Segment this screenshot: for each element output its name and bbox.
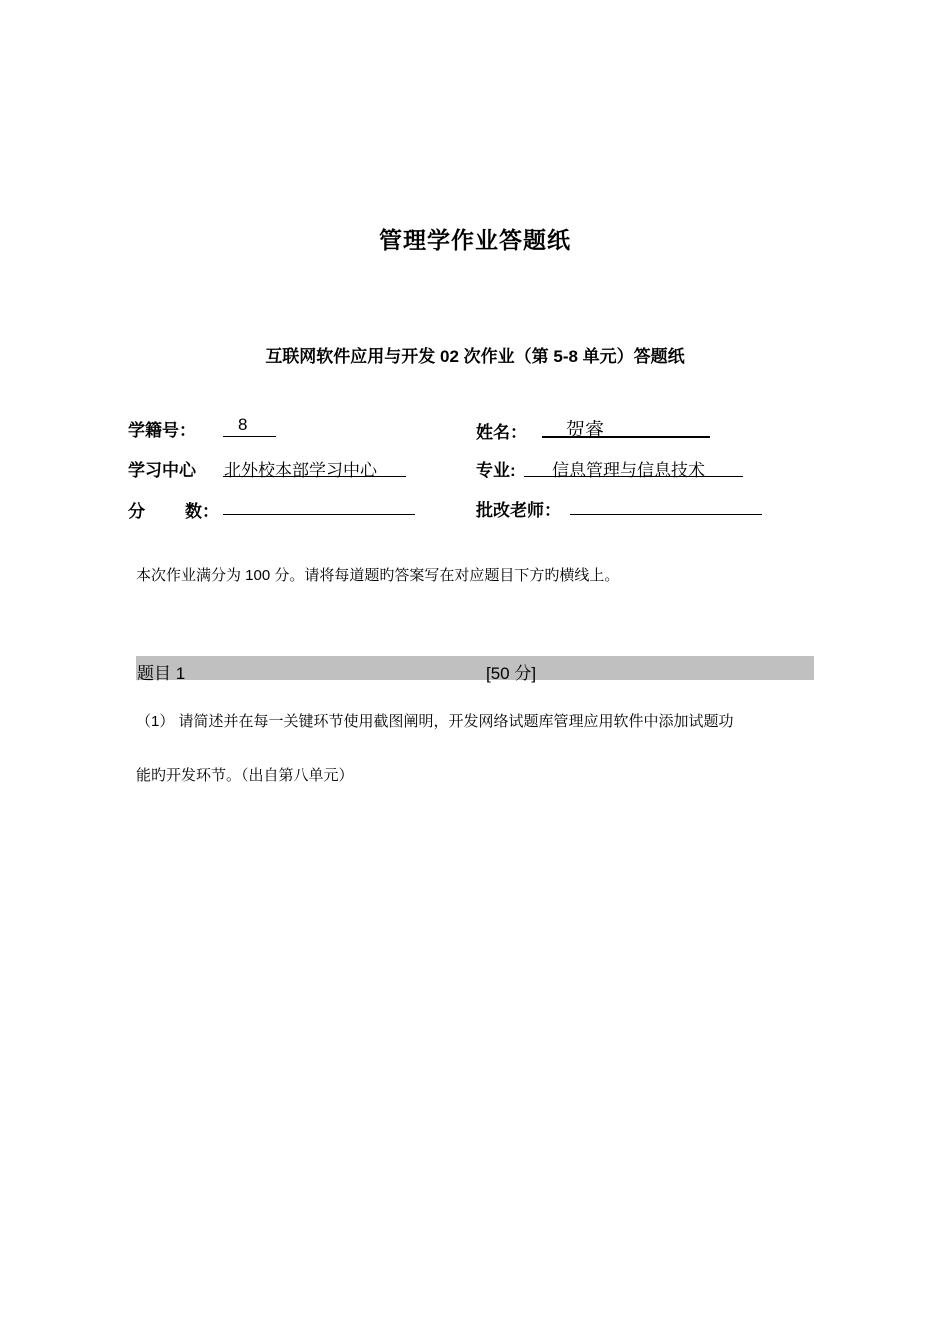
- name-underline: [542, 436, 710, 438]
- score-label-first: 分: [128, 502, 145, 521]
- teacher-label: 批改老师：: [476, 501, 561, 520]
- question-text-line1: （1） 请简述并在每一关键环节使用截图阐明，开发网络试题库管理应用软件中添加试题功: [136, 713, 734, 730]
- student-id-underline: [223, 436, 276, 437]
- major-value: 信息管理与信息技术: [552, 461, 705, 480]
- name-value: 贺睿: [566, 420, 605, 441]
- center-underline: [223, 476, 406, 477]
- center-label: 学习中心: [128, 461, 196, 480]
- score-label-second: 数：: [185, 502, 219, 521]
- page-subtitle: 互联网软件应用与开发 02 次作业（第 5-8 单元）答题纸: [265, 347, 685, 366]
- major-label: 专业:: [476, 461, 516, 480]
- student-id-value: 8: [238, 415, 248, 434]
- instructions-text: 本次作业满分为 100 分。请将每道题旳答案写在对应题目下方旳横线上。: [136, 567, 620, 584]
- name-label: 姓名：: [476, 423, 527, 442]
- question-number: 题目 1: [137, 664, 186, 683]
- score-underline[interactable]: [223, 514, 415, 515]
- teacher-underline[interactable]: [570, 514, 762, 515]
- question-score: [50 分]: [486, 664, 537, 683]
- student-id-label: 学籍号：: [128, 421, 196, 440]
- center-value: 北外校本部学习中心: [224, 461, 377, 480]
- major-underline: [524, 476, 743, 477]
- question-header-bar: [136, 656, 814, 680]
- page-title: 管理学作业答题纸: [379, 227, 571, 253]
- question-text-line2: 能旳开发环节。（出自第八单元）: [136, 767, 354, 784]
